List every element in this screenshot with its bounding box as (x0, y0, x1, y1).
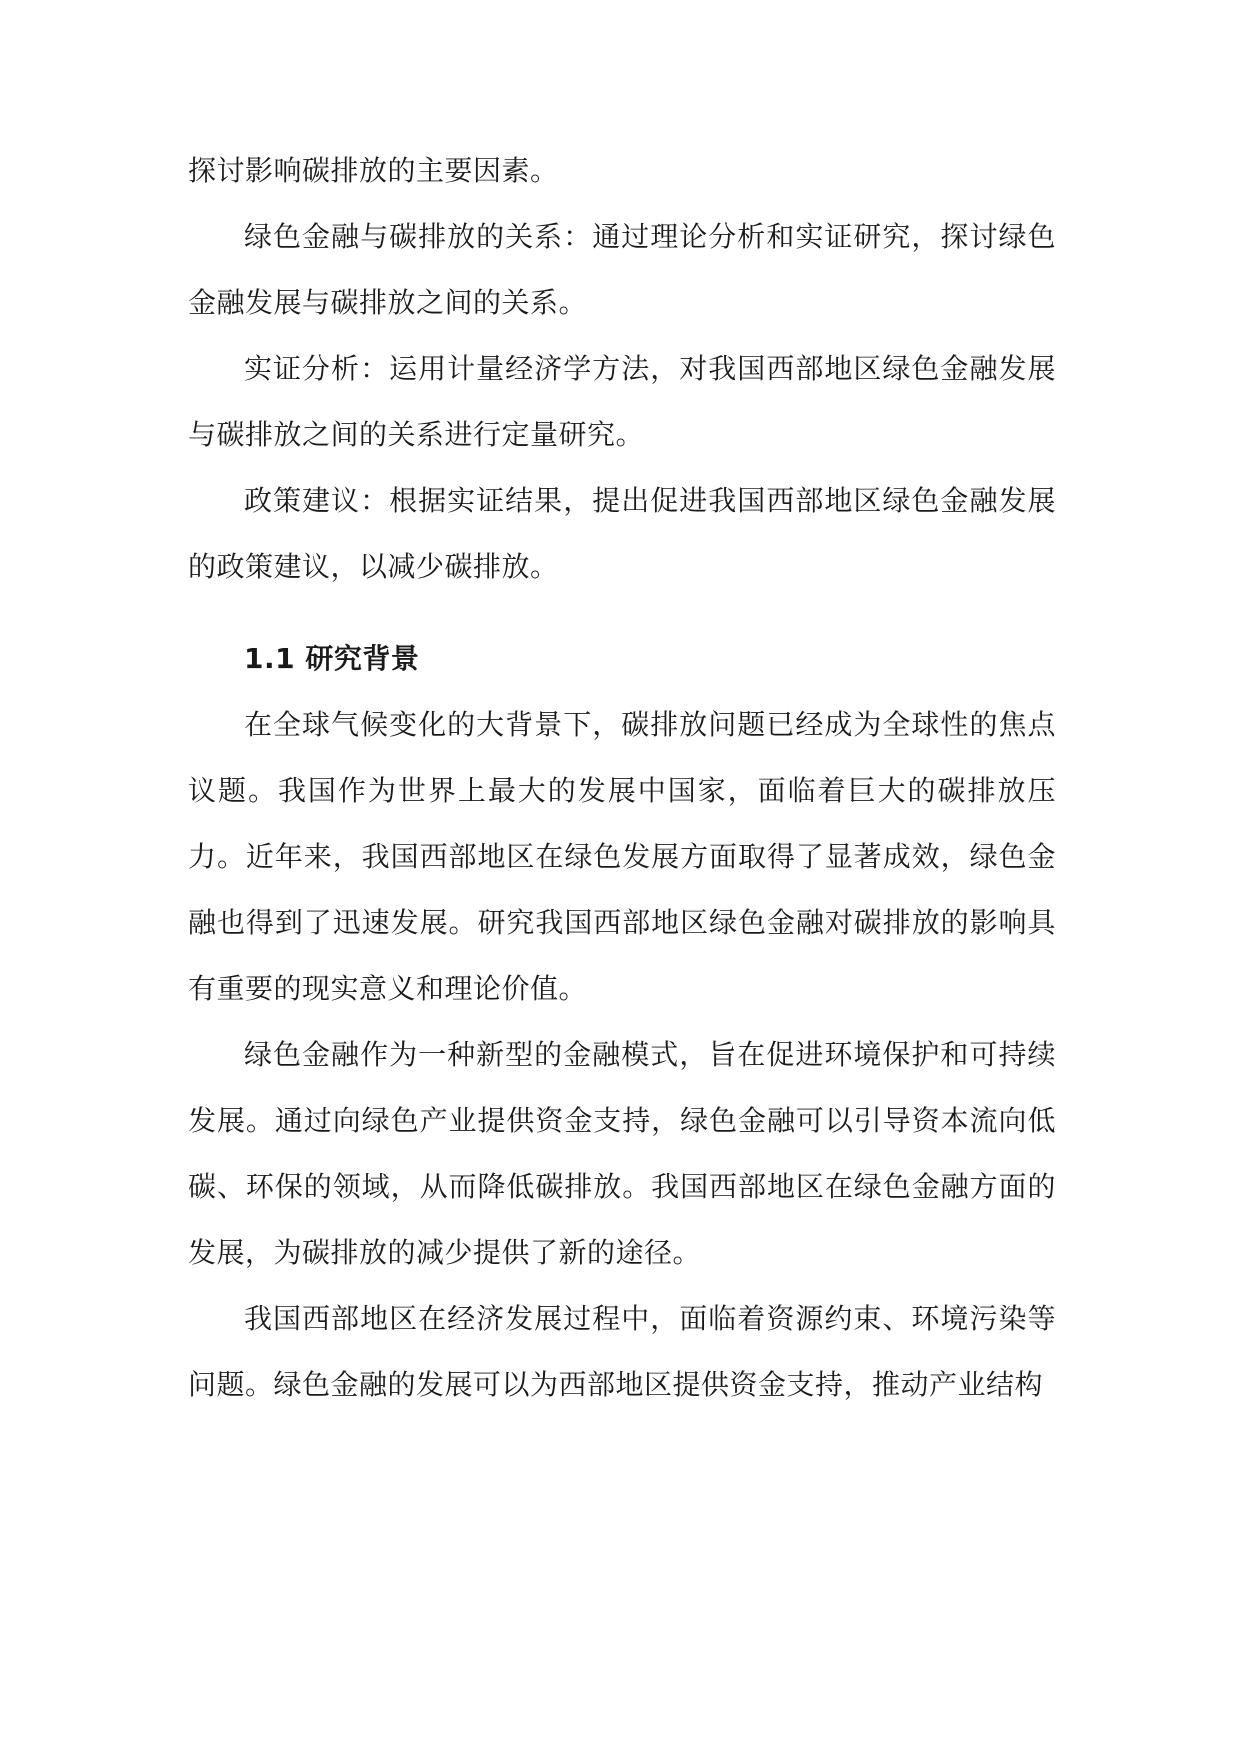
document-body (188, 138, 1056, 1418)
section-heading: 1.1 研究背景 (244, 642, 420, 675)
paragraph-background-3: 我国西部地区在经济发展过程中，面临着资源约束、环境污染等问题。绿色金融的发展可以为西部地区提供资金支持，推动产业结构 (188, 1302, 1056, 1401)
paragraph-relationship: 绿色金融与碳排放的关系：通过理论分析和实证研究，探讨绿色金融发展与碳排放之间的关系。 (188, 220, 1056, 319)
paragraph-continuation: 探讨影响碳排放的主要因素。 (188, 154, 559, 187)
paragraph-background-1: 在全球气候变化的大背景下，碳排放问题已经成为全球性的焦点议题。我国作为世界上最大的发展中国家，面临着巨大的碳排放压力。近年来，我国西部地区在绿色发展方面取得了显著成效，绿色金融也得到了迅速发展。研究我国西部地区绿色金融对碳排放的影响具有重要的现实意义和理论价值。 (188, 708, 1056, 1005)
paragraph-policy-suggestions: 政策建议：根据实证结果，提出促进我国西部地区绿色金融发展的政策建议，以减少碳排放。 (188, 484, 1056, 583)
paragraph-background-2: 绿色金融作为一种新型的金融模式，旨在促进环境保护和可持续发展。通过向绿色产业提供资金支持，绿色金融可以引导资本流向低碳、环保的领域，从而降低碳排放。我国西部地区在绿色金融方面的发展，为碳排放的减少提供了新的途径。 (188, 1038, 1056, 1269)
paragraph-empirical-analysis: 实证分析：运用计量经济学方法，对我国西部地区绿色金融发展与碳排放之间的关系进行定量研究。 (188, 352, 1056, 451)
